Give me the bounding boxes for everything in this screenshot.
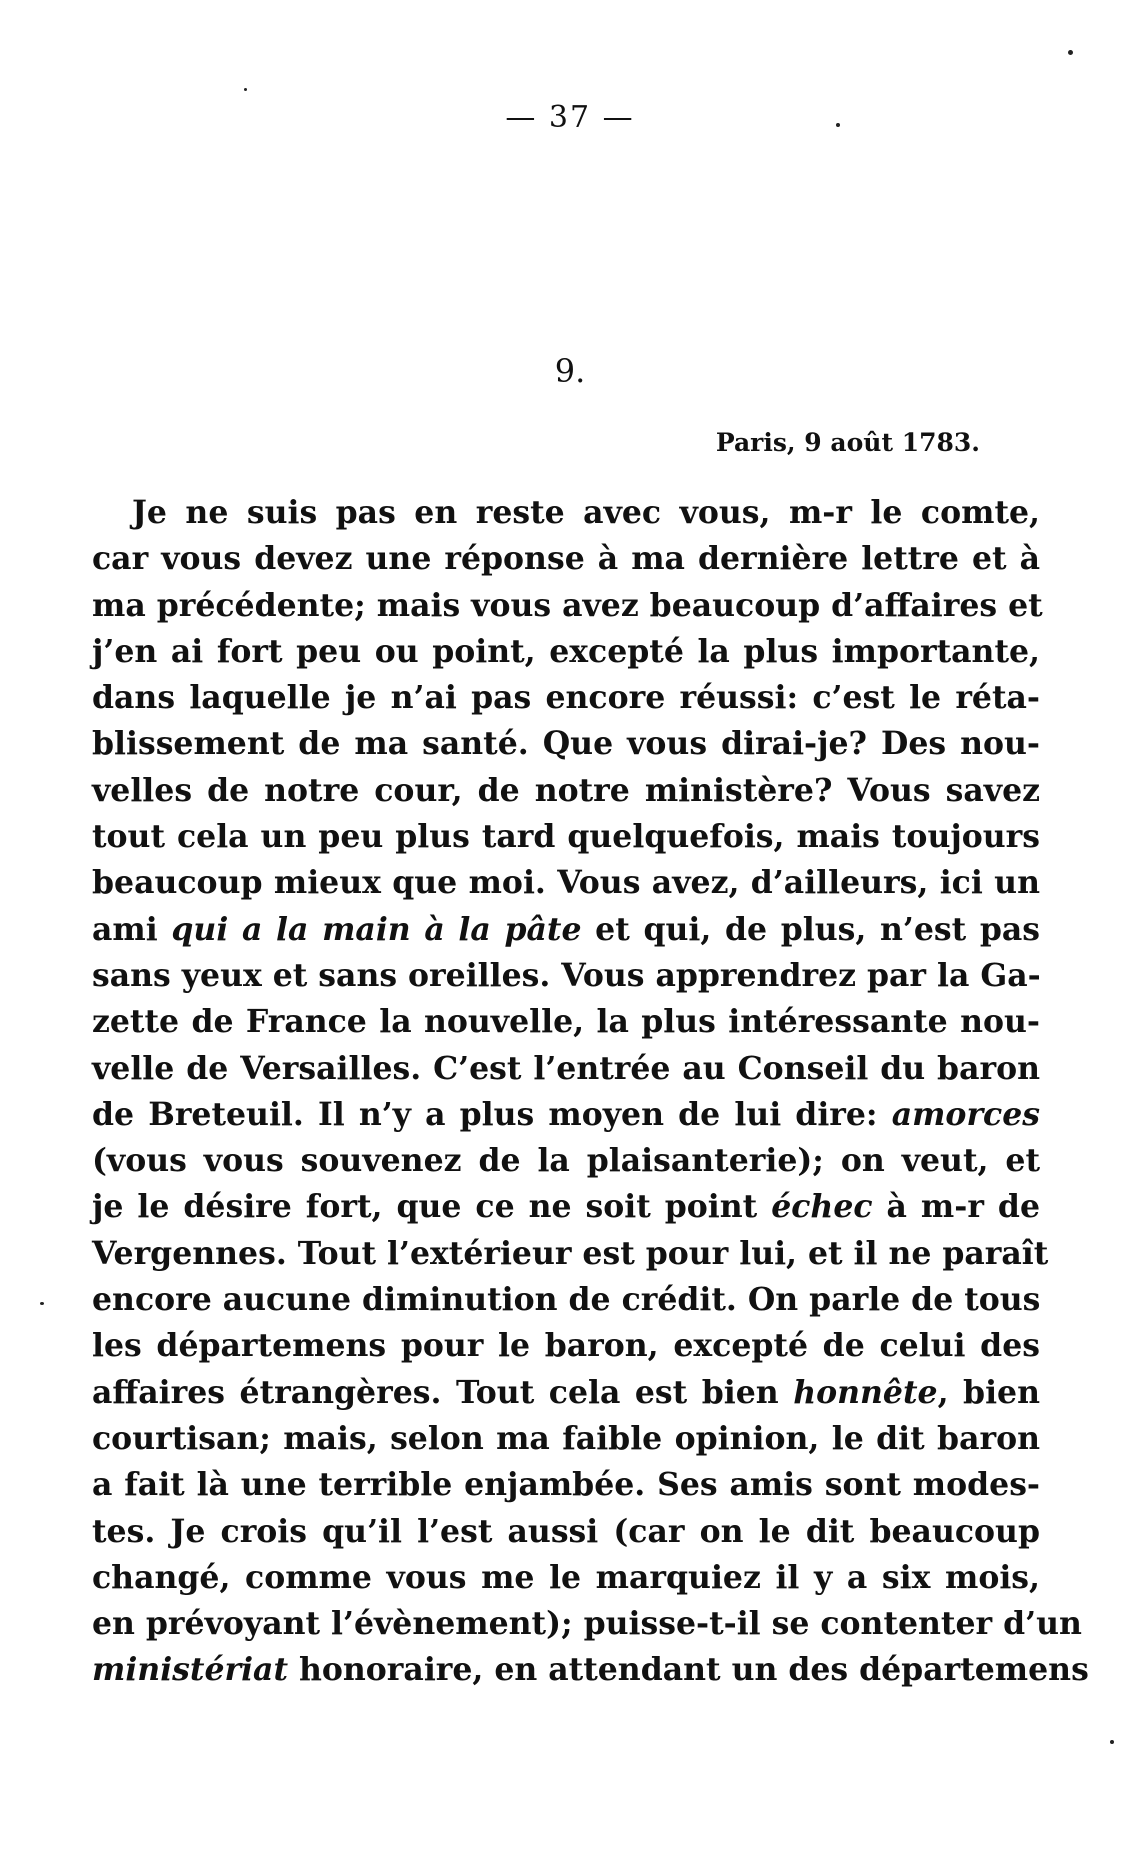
text-segment: et qui, de plus, n’est pas [581,910,1041,948]
scan-speck [40,1302,44,1305]
text-segment: de Breteuil. Il n’y a plus moyen de lui dire: [92,1095,892,1133]
italic-phrase: qui a la main à la pâte [171,910,582,948]
italic-phrase: ministériat [92,1651,289,1689]
scan-speck [244,88,247,91]
text-line [92,1370,1040,1416]
dateline: Paris, 9 août 1783. [715,428,980,457]
text-line: courtisan; mais, selon ma faible opinion, le dit baron [92,1419,1040,1457]
letter-body [92,490,1089,1694]
text-segment: affaires étrangères. Tout cela est bien [92,1373,794,1411]
text-line: beaucoup mieux que moi. Vous avez, d’ailleurs, ici un [92,864,1040,902]
text-line: changé, comme vous me le marquiez il y a six mois, [92,1558,1040,1596]
text-line [92,1647,1089,1693]
text-segment: à m-r de [872,1188,1040,1226]
text-line: Je ne suis pas en reste avec vous, m-r le comte, [132,494,1040,531]
text-line: ma précédente; mais vous avez beaucoup d’affaires et [92,586,1043,624]
text-segment: je le désire fort, que ce ne soit point [92,1188,772,1226]
text-line: zette de France la nouvelle, la plus intéressante nou- [92,1003,1040,1041]
text-line: dans laquelle je n’ai pas encore réussi: c’est le réta- [92,679,1040,717]
page-number: — 37 — [505,100,635,135]
text-line [92,1092,1040,1138]
text-line: (vous vous souvenez de la plaisanterie); on veut, et [92,1142,1040,1180]
text-line [92,907,1040,953]
text-segment: honoraire, en attendant un des départemens [288,1651,1089,1689]
text-line: a fait là une terrible enjambée. Ses amis sont modes- [92,1466,1040,1504]
text-line: tout cela un peu plus tard quelquefois, mais toujours [92,818,1040,856]
text-line: tes. Je crois qu’il l’est aussi (car on le dit beaucoup [92,1512,1040,1550]
text-line: en prévoyant l’évènement); puisse-t-il se contenter d’un [92,1605,1082,1643]
italic-phrase: amorces [891,1095,1040,1133]
text-segment: , bien [937,1373,1040,1411]
text-line: sans yeux et sans oreilles. Vous apprendrez par la Ga- [92,956,1041,994]
text-segment: ami [92,910,172,948]
italic-phrase: échec [771,1188,873,1226]
text-line: blissement de ma santé. Que vous dirai-je? Des nou- [92,725,1040,763]
scan-speck [1110,1740,1114,1744]
text-line [92,1184,1040,1230]
text-line: j’en ai fort peu ou point, excepté la plus importante, [92,632,1040,670]
scan-speck [1068,50,1073,55]
scan-speck [836,123,840,127]
text-line: encore aucune diminution de crédit. On parle de tous [92,1281,1041,1319]
text-line: velle de Versailles. C’est l’entrée au Conseil du baron [92,1049,1040,1087]
letter-number: 9. [554,352,586,390]
text-line: velles de notre cour, de notre ministère? Vous savez [92,771,1040,809]
italic-phrase: honnête [793,1373,938,1411]
text-line: Vergennes. Tout l’extérieur est pour lui, et il ne paraît [92,1234,1049,1272]
text-line: car vous devez une réponse à ma dernière lettre et à [92,540,1040,578]
text-line: les départemens pour le baron, excepté de celui des [92,1327,1040,1365]
